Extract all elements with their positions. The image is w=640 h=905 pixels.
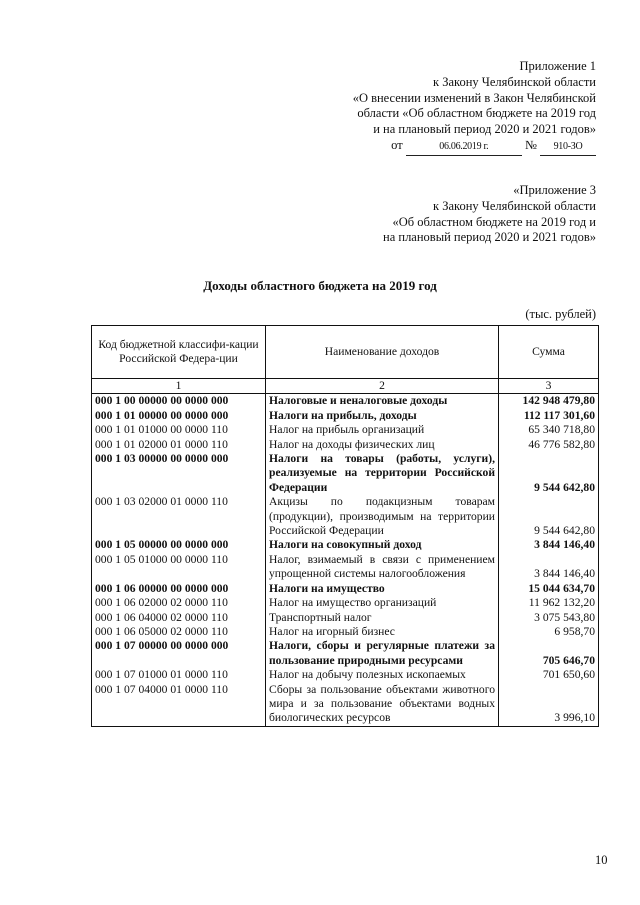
- table-body: [92, 394, 599, 726]
- appendix-1-line: к Закону Челябинской области: [433, 74, 596, 89]
- document-title: Доходы областного бюджета на 2019 год: [203, 278, 437, 293]
- table-row: [92, 683, 599, 727]
- amount-cell: 3 996,10: [499, 683, 599, 727]
- revenue-name-cell: Налоги, сборы и регулярные платежи за пользование природными ресурсами: [266, 639, 499, 668]
- amount-cell: 701 650,60: [499, 668, 599, 682]
- number-prefix: №: [524, 137, 537, 152]
- amount-cell: 9 544 642,80: [499, 495, 599, 538]
- column-number: 1: [92, 379, 266, 394]
- budget-code-cell: 000 1 06 04000 02 0000 110: [92, 611, 266, 625]
- header-name: Наименование доходов: [266, 326, 499, 379]
- page-number: 10: [595, 853, 608, 867]
- budget-code-cell: 000 1 07 04000 01 0000 110: [92, 683, 266, 727]
- amount-cell: 6 958,70: [499, 625, 599, 639]
- revenue-name-cell: Налоги на прибыль, доходы: [266, 409, 499, 423]
- budget-code-cell: 000 1 07 01000 01 0000 110: [92, 668, 266, 682]
- amount-cell: 46 776 582,80: [499, 438, 599, 452]
- appendix-1-line: и на плановый период 2020 и 2021 годов»: [373, 122, 596, 137]
- amount-cell: 11 962 132,20: [499, 596, 599, 610]
- budget-code-cell: 000 1 00 00000 00 0000 000: [92, 394, 266, 409]
- amount-cell: 3 844 146,40: [499, 538, 599, 552]
- table-row: [92, 409, 599, 423]
- table-row: [92, 611, 599, 625]
- appendix-3-line: «Приложение 3: [513, 183, 596, 197]
- revenue-name-cell: Налог, взимаемый в связи с применением упрощенной системы налогообложения: [266, 553, 499, 582]
- revenue-name-cell: Сборы за пользование объектами животного мира и за пользование объектами водных биологических ресурсов: [266, 683, 499, 727]
- appendix-3-line: к Закону Челябинской области: [433, 198, 596, 213]
- law-date-number-line: [353, 138, 596, 156]
- amount-cell: 112 117 301,60: [499, 409, 599, 423]
- table-row: [92, 452, 599, 495]
- budget-code-cell: 000 1 07 00000 00 0000 000: [92, 639, 266, 668]
- table-row: [92, 639, 599, 668]
- amount-cell: 142 948 479,80: [499, 394, 599, 409]
- budget-code-cell: 000 1 01 00000 00 0000 000: [92, 409, 266, 423]
- amount-cell: 3 075 543,80: [499, 611, 599, 625]
- table-row: [92, 538, 599, 552]
- amount-cell: 65 340 718,80: [499, 423, 599, 437]
- law-number: 910-ЗО: [540, 139, 596, 156]
- appendix-3-header: [383, 183, 596, 246]
- budget-code-cell: 000 1 01 02000 01 0000 110: [92, 438, 266, 452]
- table-row: [92, 495, 599, 538]
- amount-cell: 15 044 634,70: [499, 582, 599, 596]
- amount-cell: 705 646,70: [499, 639, 599, 668]
- appendix-3-line: «Об областном бюджете на 2019 год и: [392, 214, 596, 229]
- header-amount: Сумма: [499, 326, 599, 379]
- revenue-name-cell: Налог на прибыль организаций: [266, 423, 499, 437]
- revenue-table: [91, 325, 599, 727]
- revenue-name-cell: Налоги на товары (работы, услуги), реализуемые на территории Российской Федерации: [266, 452, 499, 495]
- revenue-name-cell: Налог на игорный бизнес: [266, 625, 499, 639]
- unit-label: (тыс. рублей): [525, 307, 596, 321]
- table-row: [92, 582, 599, 596]
- appendix-1-line: «О внесении изменений в Закон Челябинской: [352, 90, 596, 105]
- budget-code-cell: 000 1 03 02000 01 0000 110: [92, 495, 266, 538]
- budget-code-cell: 000 1 03 00000 00 0000 000: [92, 452, 266, 495]
- law-date: 06.06.2019 г.: [406, 139, 522, 156]
- revenue-name-cell: Акцизы по подакцизным товарам (продукции), производимым на территории Российской Федерации: [266, 495, 499, 538]
- table-row: [92, 596, 599, 610]
- appendix-1-line: области «Об областном бюджете на 2019 год: [357, 106, 596, 121]
- revenue-name-cell: Налог на имущество организаций: [266, 596, 499, 610]
- table-header-row: [92, 326, 599, 379]
- appendix-1-line: Приложение 1: [519, 59, 596, 73]
- appendix-3-line: на плановый период 2020 и 2021 годов»: [383, 230, 596, 245]
- budget-code-cell: 000 1 05 01000 00 0000 110: [92, 553, 266, 582]
- date-prefix: от: [391, 137, 403, 152]
- amount-cell: 9 544 642,80: [499, 452, 599, 495]
- revenue-name-cell: Налоги на совокупный доход: [266, 538, 499, 552]
- header-code: Код бюджетной классифи-кации Российской Федера-ции: [92, 326, 266, 379]
- table-row: [92, 553, 599, 582]
- budget-code-cell: 000 1 01 01000 00 0000 110: [92, 423, 266, 437]
- table-row: [92, 394, 599, 409]
- table-row: [92, 625, 599, 639]
- revenue-name-cell: Налог на доходы физических лиц: [266, 438, 499, 452]
- amount-cell: 3 844 146,40: [499, 553, 599, 582]
- revenue-name-cell: Транспортный налог: [266, 611, 499, 625]
- table-row: [92, 438, 599, 452]
- revenue-name-cell: Налоговые и неналоговые доходы: [266, 394, 499, 409]
- table-row: [92, 423, 599, 437]
- column-number: 2: [266, 379, 499, 394]
- budget-code-cell: 000 1 06 00000 00 0000 000: [92, 582, 266, 596]
- budget-code-cell: 000 1 06 05000 02 0000 110: [92, 625, 266, 639]
- column-number: 3: [499, 379, 599, 394]
- table-row: [92, 668, 599, 682]
- revenue-name-cell: Налог на добычу полезных ископаемых: [266, 668, 499, 682]
- column-number-row: [92, 379, 599, 394]
- revenue-name-cell: Налоги на имущество: [266, 582, 499, 596]
- budget-code-cell: 000 1 06 02000 02 0000 110: [92, 596, 266, 610]
- budget-code-cell: 000 1 05 00000 00 0000 000: [92, 538, 266, 552]
- appendix-1-header: [353, 59, 596, 156]
